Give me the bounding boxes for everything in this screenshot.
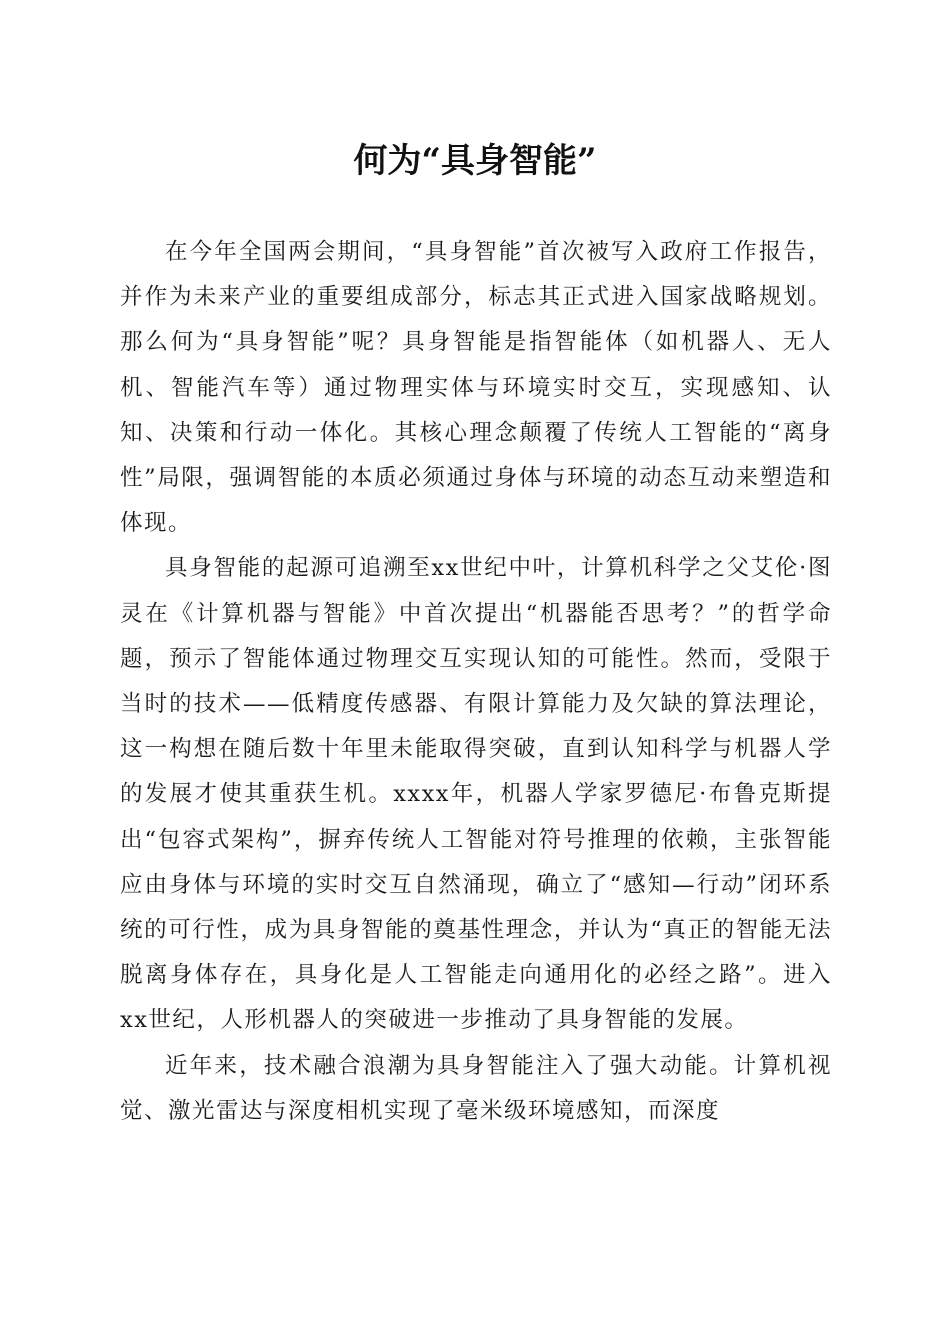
document-body (120, 230, 832, 1134)
document-title: 何为“具身智能” (353, 141, 597, 181)
paragraph: 具身智能的起源可追溯至xx世纪中叶，计算机科学之父艾伦·图灵在《计算机器与智能》中首次提出“机器能否思考？”的哲学命题，预示了智能体通过物理交互实现认知的可能性。然而，受限于当时的技术——低精度传感器、有限计算能力及欠缺的算法理论，这一构想在随后数十年里未能取得突破，直到认知科学与机器人学的发展才使其重获生机。xxxx年，机器人学家罗德尼·布鲁克斯提出“包容式架构”，摒弃传统人工智能对符号推理的依赖，主张智能应由身体与环境的实时交互自然涌现，确立了“感知—行动”闭环系统的可行性，成为具身智能的奠基性理念，并认为“真正的智能无法脱离身体存在，具身化是人工智能走向通用化的必经之路”。进入xx世纪，人形机器人的突破进一步推动了具身智能的发展。 (120, 555, 832, 1034)
paragraph: 近年来，技术融合浪潮为具身智能注入了强大动能。计算机视觉、激光雷达与深度相机实现了毫米级环境感知，而深度 (120, 1052, 832, 1124)
paragraph: 在今年全国两会期间，“具身智能”首次被写入政府工作报告，并作为未来产业的重要组成部分，标志其正式进入国家战略规划。那么何为“具身智能”呢？具身智能是指智能体（如机器人、无人机、智能汽车等）通过物理实体与环境实时交互，实现感知、认知、决策和行动一体化。其核心理念颠覆了传统人工智能的“离身性”局限，强调智能的本质必须通过身体与环境的动态互动来塑造和体现。 (120, 239, 832, 537)
